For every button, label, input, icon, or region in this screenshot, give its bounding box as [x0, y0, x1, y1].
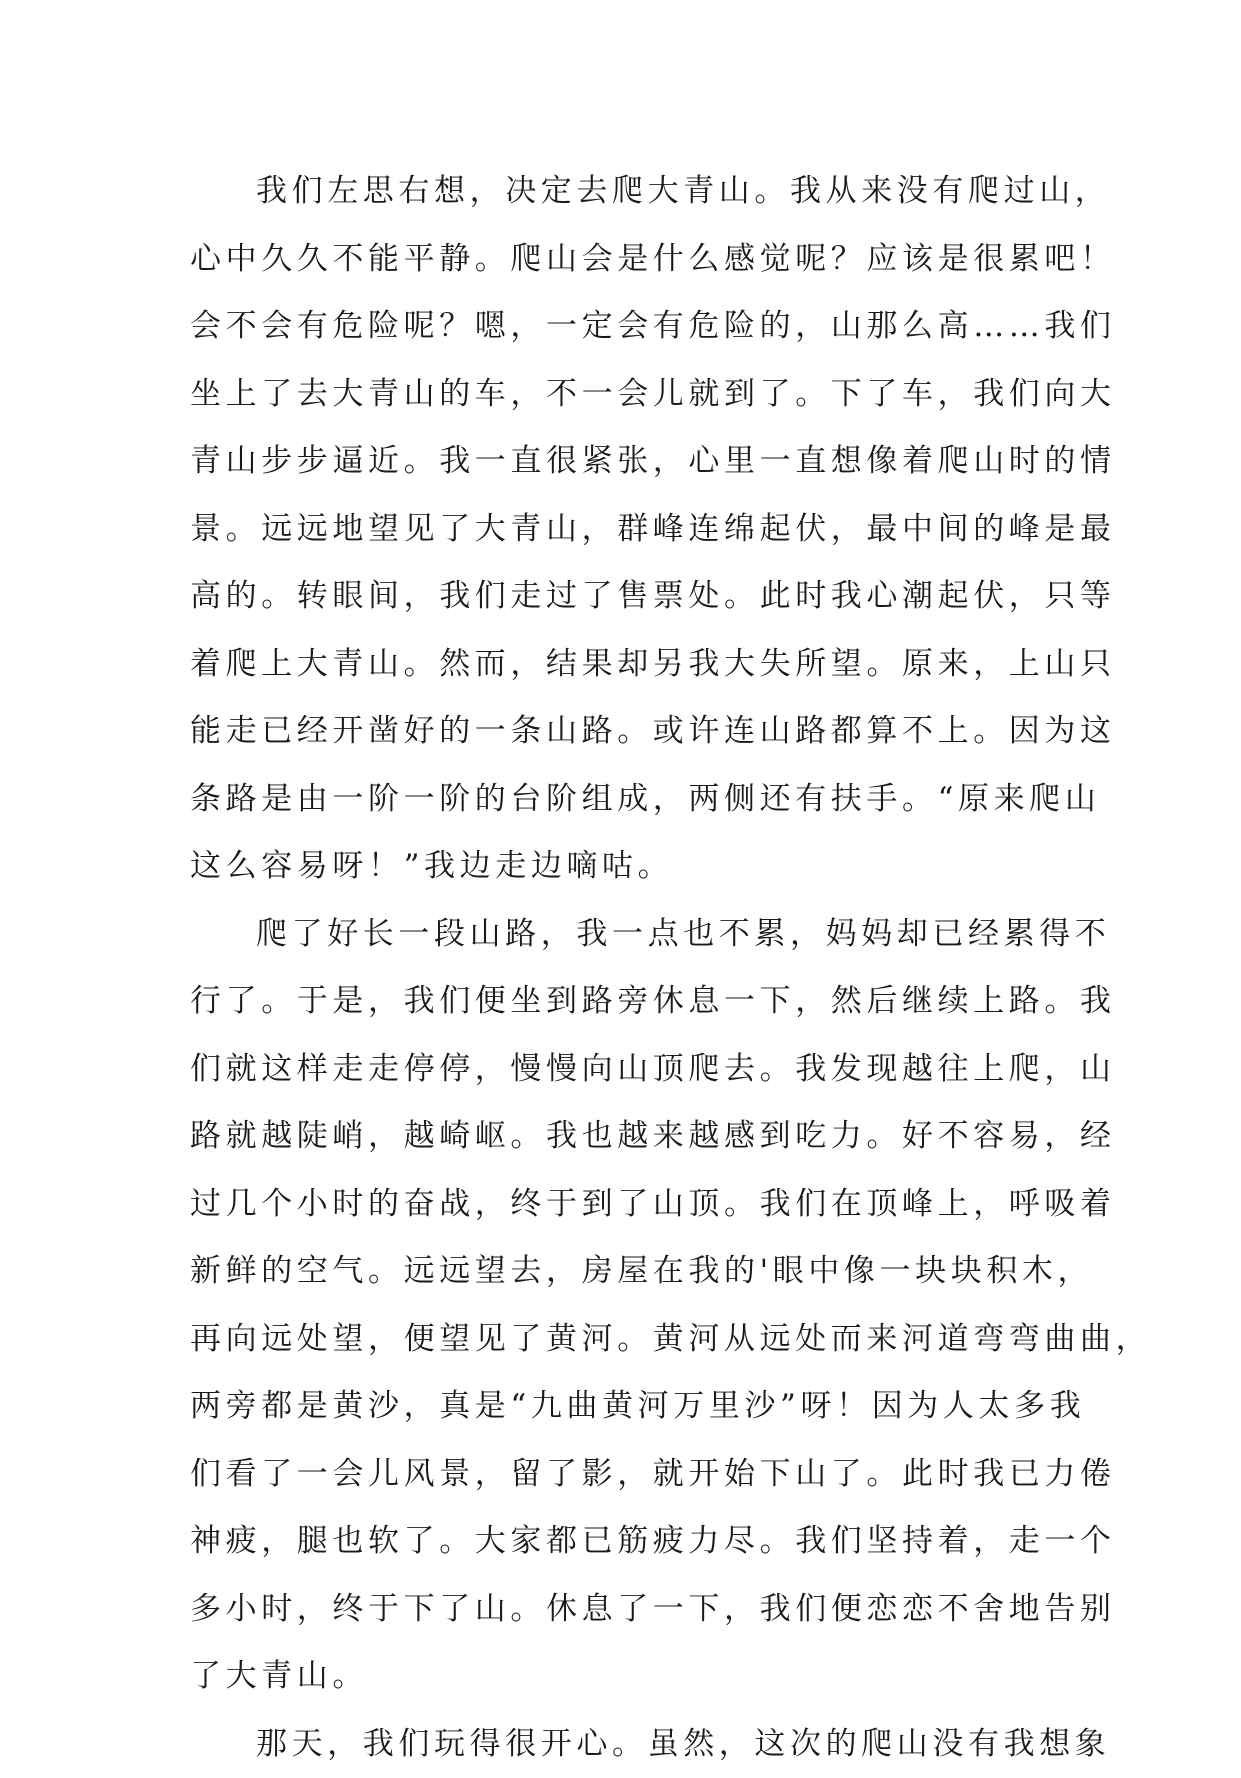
- text-line: 那天，我们玩得很开心。虽然，这次的爬山没有我想象: [190, 1711, 1050, 1778]
- text-line: 景。远远地望见了大青山，群峰连绵起伏，最中间的峰是最: [190, 496, 1050, 564]
- text-line: 条路是由一阶一阶的台阶组成，两侧还有扶手。“原来爬山: [190, 766, 1050, 834]
- text-line: 高的。转眼间，我们走过了售票处。此时我心潮起伏，只等: [190, 563, 1050, 631]
- text-line: 过几个小时的奋战，终于到了山顶。我们在顶峰上，呼吸着: [190, 1171, 1050, 1239]
- text-line: 行了。于是，我们便坐到路旁休息一下，然后继续上路。我: [190, 968, 1050, 1036]
- text-line: 爬了好长一段山路，我一点也不累，妈妈却已经累得不: [190, 901, 1050, 969]
- text-line: 这么容易呀！”我边走边嘀咕。: [190, 833, 1050, 901]
- document-body: [190, 158, 1050, 1778]
- text-line: 们看了一会儿风景，留了影，就开始下山了。此时我已力倦: [190, 1441, 1050, 1509]
- text-line: 青山步步逼近。我一直很紧张，心里一直想像着爬山时的情: [190, 428, 1050, 496]
- text-line: 新鲜的空气。远远望去，房屋在我的'眼中像一块块积木，: [190, 1238, 1050, 1306]
- text-line: 我们左思右想，决定去爬大青山。我从来没有爬过山，: [190, 158, 1050, 226]
- text-line: 着爬上大青山。然而，结果却另我大失所望。原来，上山只: [190, 631, 1050, 699]
- text-line: 多小时，终于下了山。休息了一下，我们便恋恋不舍地告别: [190, 1576, 1050, 1644]
- text-line: 再向远处望，便望见了黄河。黄河从远处而来河道弯弯曲曲，: [190, 1306, 1050, 1374]
- text-line: 们就这样走走停停，慢慢向山顶爬去。我发现越往上爬，山: [190, 1036, 1050, 1104]
- text-line: 坐上了去大青山的车，不一会儿就到了。下了车，我们向大: [190, 361, 1050, 429]
- paragraph-1: [190, 158, 1050, 901]
- text-line: 会不会有危险呢？嗯，一定会有危险的，山那么高……我们: [190, 293, 1050, 361]
- paragraph-3: [190, 1711, 1050, 1778]
- text-line: 心中久久不能平静。爬山会是什么感觉呢？应该是很累吧！: [190, 226, 1050, 294]
- text-line: 两旁都是黄沙，真是“九曲黄河万里沙”呀！因为人太多我: [190, 1373, 1050, 1441]
- text-line: 能走已经开凿好的一条山路。或许连山路都算不上。因为这: [190, 698, 1050, 766]
- paragraph-2: [190, 901, 1050, 1711]
- text-line: 神疲，腿也软了。大家都已筋疲力尽。我们坚持着，走一个: [190, 1508, 1050, 1576]
- text-line: 路就越陡峭，越崎岖。我也越来越感到吃力。好不容易，经: [190, 1103, 1050, 1171]
- text-line: 了大青山。: [190, 1643, 1050, 1711]
